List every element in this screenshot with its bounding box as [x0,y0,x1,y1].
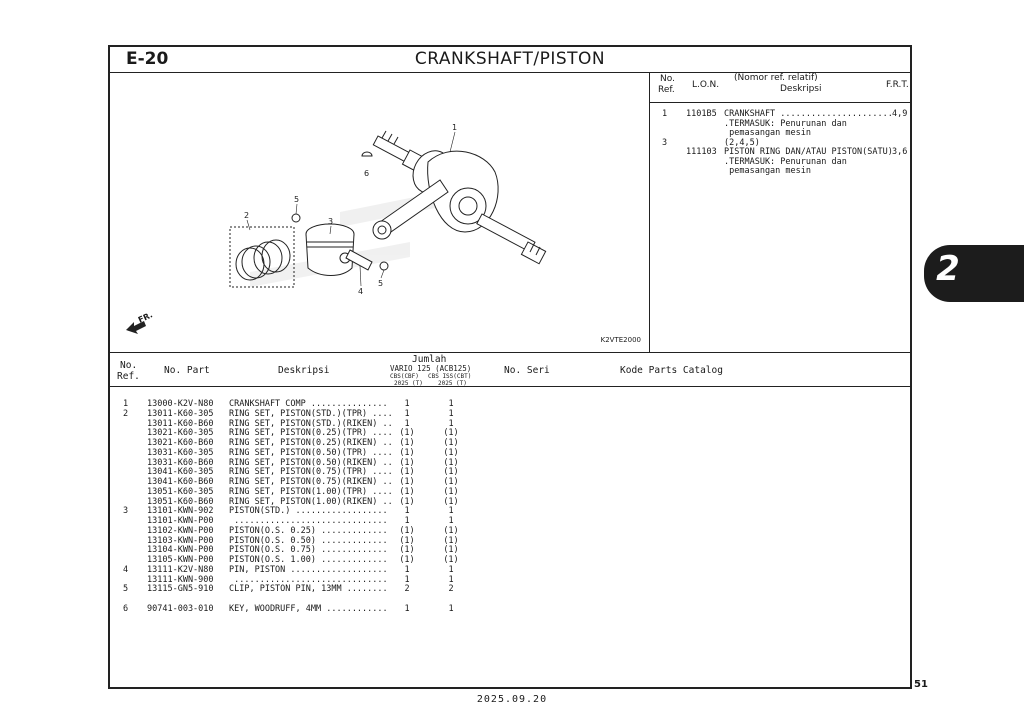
part-description: KEY, WOODRUFF, 4MM ............ [229,603,388,614]
qty-cbs: 1 [404,506,410,517]
part-number: 13051-K60-B60 [147,496,214,507]
qty-cbs-iss: 1 [448,506,454,517]
part-description: CLIP, PISTON PIN, 13MM ........ [229,584,388,595]
table-row [110,419,910,429]
callout-1: 1 [452,123,458,132]
part-ref: 1 [123,399,129,409]
relative-desc: .TERMASUK: Penurunan dan [724,156,847,167]
table-row [110,487,910,497]
crankshaft-piston-drawing [110,72,650,352]
qty-cbs: (1) [399,477,415,487]
part-description: PISTON(O.S. 1.00) ............. [229,555,388,565]
part-number: 13101-KWN-902 [147,506,214,517]
parts-table-header [110,352,910,387]
qty-cbs-iss: (1) [443,428,459,439]
exploded-diagram [110,72,650,352]
qty-cbs: (1) [399,555,415,565]
header-lon: L.O.N. [692,80,720,90]
part-ref: 6 [123,603,129,614]
part-number: 13101-KWN-P00 [147,516,214,526]
table-row [110,438,910,448]
header-ref: Ref. [117,371,140,382]
relative-frt: 4,9 [892,109,908,119]
relative-desc: .TERMASUK: Penurunan dan [724,118,847,129]
qty-cbs: (1) [399,525,415,536]
relative-desc: pemasangan mesin [724,128,811,138]
qty-cbs: (1) [399,457,415,468]
header-year-b: 2025 (T) [438,380,467,387]
qty-cbs: (1) [399,447,415,458]
qty-cbs-iss: 1 [448,408,454,419]
part-number: 13051-K60-305 [147,486,214,497]
part-description: RING SET, PISTON(STD.)(TPR) .... [229,408,393,419]
qty-cbs-iss: (1) [443,496,459,507]
part-number: 13021-K60-B60 [147,438,214,448]
part-description: RING SET, PISTON(0.75)(RIKEN) .. [229,477,393,487]
piston-pin-clip [380,262,388,270]
part-number: 13103-KWN-P00 [147,535,214,546]
part-number: 13041-K60-305 [147,467,214,478]
qty-cbs: 1 [404,399,410,409]
part-number: 13011-K60-B60 [147,418,214,429]
table-row [110,584,910,594]
page-title: CRANKSHAFT/PISTON [414,49,606,69]
table-row [110,575,910,585]
part-ref: 4 [123,564,129,575]
header-ref: Ref. [658,85,675,95]
qty-cbs-iss: (1) [443,486,459,497]
qty-cbs: 2 [404,584,410,595]
part-number: 13111-K2V-N80 [147,564,214,575]
header-kode: Kode Parts Catalog [620,365,723,376]
catalog-page-frame [108,45,912,689]
part-description: RING SET, PISTON(0.50)(RIKEN) .. [229,457,393,468]
header-col-a: CBS(CBF) [390,373,419,380]
table-row [110,565,910,575]
table-row [110,477,910,487]
header-no-part: No. Part [164,365,210,376]
part-number: 90741-003-010 [147,603,214,614]
qty-cbs-iss: 1 [448,603,454,614]
callout-5b: 5 [378,279,384,288]
relative-ref: 1 [662,109,668,119]
table-row [110,545,910,555]
qty-cbs-iss: (1) [443,477,459,487]
qty-cbs-iss: 1 [448,564,454,575]
callout-2: 2 [244,211,250,220]
header-no: No. [660,74,675,84]
qty-cbs: 1 [404,408,410,419]
table-row [110,409,910,419]
qty-cbs: (1) [399,438,415,448]
page-number: 51 [914,679,928,690]
header-frt: F.R.T. [886,80,909,90]
figure-id: K2VTE2000 [600,336,641,344]
relative-desc: CRANKSHAFT ...................... [724,109,893,119]
header-model: VARIO 125 (ACB125) [390,364,472,373]
table-row [110,497,910,507]
table-row [110,467,910,477]
qty-cbs-iss: 1 [448,516,454,526]
relative-desc: (2,4,5) [724,137,760,148]
crankshaft [373,131,546,264]
part-description: RING SET, PISTON(0.75)(TPR) .... [229,467,393,478]
relative-desc: PISTON RING DAN/ATAU PISTON(SATU) [724,147,893,157]
part-number: 13021-K60-305 [147,428,214,439]
header-deskripsi: Deskripsi [278,365,330,376]
qty-cbs-iss: 1 [448,399,454,409]
part-ref: 2 [123,408,129,419]
chapter-number: 2 [936,249,960,289]
relative-desc: pemasangan mesin [724,166,811,176]
part-ref: 3 [123,506,129,517]
qty-cbs-iss: 2 [448,584,454,595]
part-description: PISTON(O.S. 0.50) ............. [229,535,388,546]
table-row [110,594,910,604]
page-header [110,47,910,73]
table-row [110,448,910,458]
part-number: 13102-KWN-P00 [147,525,214,536]
callout-6: 6 [364,169,370,178]
header-no: No. [120,360,138,371]
qty-cbs-iss: (1) [443,447,459,458]
direction-label: FR. [136,310,155,325]
part-ref: 5 [123,584,129,595]
table-row [110,458,910,468]
callout-4: 4 [358,287,364,296]
part-number: 13031-K60-B60 [147,457,214,468]
qty-cbs: (1) [399,428,415,439]
callout-3: 3 [328,217,334,226]
qty-cbs-iss: (1) [443,555,459,565]
part-description: RING SET, PISTON(1.00)(RIKEN) .. [229,496,393,507]
qty-cbs-iss: 1 [448,418,454,429]
part-description: PISTON(O.S. 0.75) ............. [229,545,388,556]
part-description: .............................. [229,574,388,585]
qty-cbs: (1) [399,496,415,507]
part-number: 13041-K60-B60 [147,477,214,487]
table-row [110,555,910,565]
qty-cbs-iss: (1) [443,535,459,546]
table-row [110,516,910,526]
header-jumlah: Jumlah [412,354,447,365]
qty-cbs: (1) [399,535,415,546]
part-description: .............................. [229,516,388,526]
qty-cbs-iss: (1) [443,525,459,536]
table-row [110,526,910,536]
relative-lon: 1101B5 [686,109,717,119]
qty-cbs-iss: (1) [443,438,459,448]
callout-5: 5 [294,195,300,204]
part-description: PISTON(STD.) .................. [229,506,388,517]
part-number: 13000-K2V-N80 [147,399,214,409]
table-row [110,536,910,546]
relative-frt: 3,6 [892,147,908,157]
part-number: 13104-KWN-P00 [147,545,214,556]
header-year-a: 2025 (T) [394,380,423,387]
table-row [110,428,910,438]
header-deskripsi: Deskripsi [780,84,822,94]
qty-cbs: (1) [399,486,415,497]
part-description: RING SET, PISTON(0.50)(TPR) .... [229,447,393,458]
table-row [110,399,910,409]
part-description: RING SET, PISTON(0.25)(RIKEN) .. [229,438,393,448]
chapter-tab [924,245,1024,302]
qty-cbs: 1 [404,603,410,614]
piston-pin-clip [292,214,300,222]
qty-cbs: 1 [404,574,410,585]
part-description: RING SET, PISTON(STD.)(RIKEN) .. [229,418,393,429]
qty-cbs: 1 [404,418,410,429]
relative-table-header [650,72,912,103]
part-description: RING SET, PISTON(0.25)(TPR) .... [229,428,393,439]
print-date: 2025.09.20 [476,694,548,705]
table-row [110,604,910,614]
part-number: 13105-KWN-P00 [147,555,214,565]
relative-ref: 3 [662,137,668,148]
part-number: 13011-K60-305 [147,408,214,419]
part-number: 13111-KWN-900 [147,574,214,585]
section-code: E-20 [126,49,169,69]
qty-cbs-iss: (1) [443,545,459,556]
relative-lon: 111103 [686,147,717,157]
part-number: 13115-GN5-910 [147,584,214,595]
header-no-seri: No. Seri [504,365,550,376]
qty-cbs: 1 [404,516,410,526]
part-description: RING SET, PISTON(1.00)(TPR) .... [229,486,393,497]
part-description: PIN, PISTON ................... [229,564,388,575]
part-description: CRANKSHAFT COMP ............... [229,399,388,409]
qty-cbs: 1 [404,564,410,575]
header-col-b: CBS ISS(CBT) [428,373,472,380]
qty-cbs-iss: (1) [443,467,459,478]
woodruff-key [362,152,372,156]
qty-cbs: (1) [399,467,415,478]
qty-cbs-iss: 1 [448,574,454,585]
qty-cbs-iss: (1) [443,457,459,468]
part-number: 13031-K60-305 [147,447,214,458]
relative-number-table [650,72,912,352]
table-row [110,506,910,516]
header-nomor: (Nomor ref. relatif) [734,73,818,83]
qty-cbs: (1) [399,545,415,556]
part-description: PISTON(O.S. 0.25) ............. [229,525,388,536]
